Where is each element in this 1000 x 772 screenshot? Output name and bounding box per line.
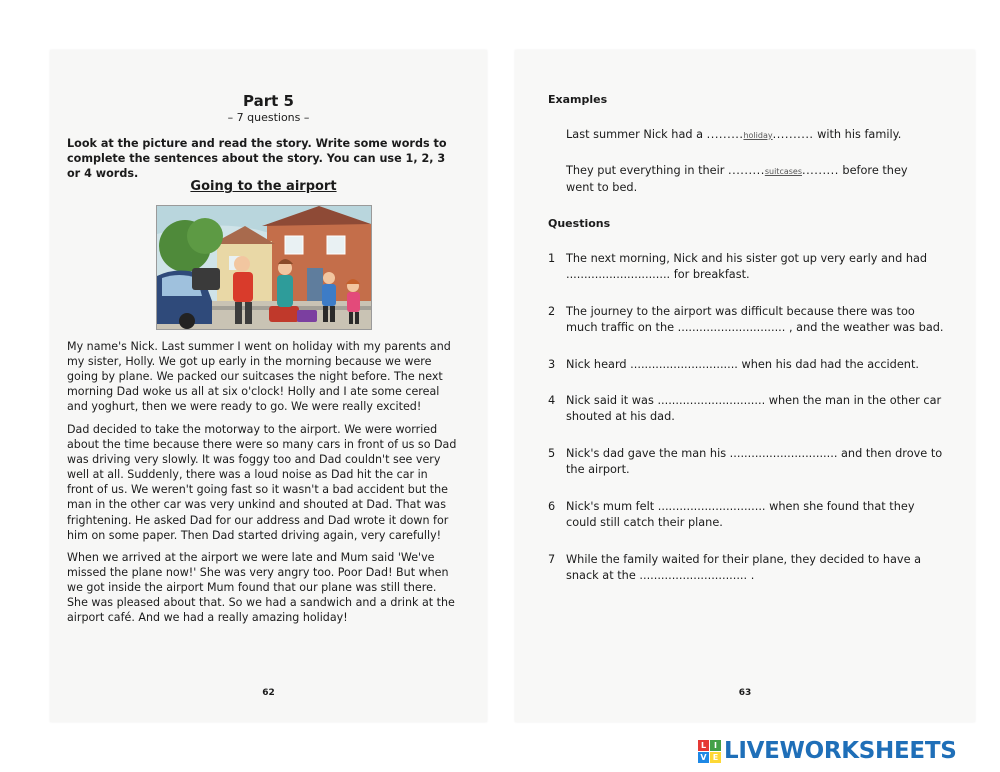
part-subtitle: – 7 questions –: [227, 111, 310, 124]
story-paragraph-3: When we arrived at the airport we were late and Mum said 'We've missed the plane now!' She was very angry too. Poor Dad! But when we got inside the airport Mum found that our plane was still there. She was pleased about that. So we had a sandwich and a drink at the airport café. And we had a really amazing holiday!: [67, 551, 455, 625]
example-2-answer: suitcases: [764, 167, 802, 176]
example-1-dots: .........: [706, 128, 744, 141]
question-text: The next morning, Nick and his sister got up very early and had ............................. for breakfast.: [566, 252, 928, 281]
example-1-after: with his family.: [813, 128, 902, 141]
example-1-dots-after: ..........: [772, 128, 814, 141]
logo-letter-v: V: [698, 752, 709, 763]
example-1-before: Last summer Nick had a: [566, 128, 707, 141]
question-number: 7: [548, 553, 556, 566]
instructions: Look at the picture and read the story. Write some words to complete the sentences about the story. You can use 1, 2, 3 or 4 words.: [67, 137, 447, 180]
example-2-dots-after: .........: [802, 164, 839, 177]
story-illustration: [156, 205, 372, 330]
logo-text: LIVEWORKSHEETS: [724, 738, 957, 764]
question-text: Nick heard .............................. when his dad had the accident.: [566, 358, 919, 371]
example-2-after: before they went to bed.: [566, 164, 908, 194]
story-paragraph-1: My name's Nick. Last summer I went on holiday with my parents and my sister, Holly. We got up early in the morning because we were going by plane. We packed our suitcases the night before. The next morning Dad woke us all at six o'clock! Holly and I ate some cereal and yoghurt, then we were ready to go. We were really excited!: [67, 340, 451, 414]
question-number: 5: [548, 447, 556, 460]
example-2-before: They put everything in their: [566, 164, 729, 177]
part-title: Part 5: [243, 92, 294, 110]
question-text: Nick's dad gave the man his .............................. and then drove to the airport.: [566, 447, 943, 476]
page-number-left: 62: [262, 688, 275, 698]
logo-letter-l: L: [698, 740, 709, 751]
question-number: 6: [548, 500, 556, 513]
question-number: 4: [548, 394, 556, 407]
question-number: 1: [548, 252, 556, 265]
story-title: Going to the airport: [190, 179, 337, 194]
left-page: [50, 50, 487, 722]
question-text: The journey to the airport was difficult because there was too much traffic on the .............................. , and the weather was bad.: [566, 305, 944, 334]
example-1: [566, 127, 926, 144]
right-page: [515, 50, 975, 722]
logo-letter-e: E: [710, 752, 721, 763]
question-number: 2: [548, 305, 556, 318]
example-1-answer: holiday: [743, 131, 773, 140]
logo-letter-i: I: [710, 740, 721, 751]
questions-label: Questions: [548, 217, 611, 230]
question-number: 3: [548, 358, 556, 371]
example-2: [566, 163, 926, 196]
question-text: Nick said it was .............................. when the man in the other car shouted at his dad.: [566, 394, 942, 423]
page-number-right: 63: [738, 688, 752, 698]
liveworksheets-logo: [698, 738, 956, 764]
question-text: While the family waited for their plane, they decided to have a snack at the .............................. .: [566, 553, 922, 582]
example-2-dots: .........: [728, 164, 765, 177]
question-text: Nick's mum felt .............................. when she found that they could still catch their plane.: [566, 500, 915, 529]
story-paragraph-2: Dad decided to take the motorway to the airport. We were worried about the time because there were so many cars in front of us so Dad was driving very slowly. It was foggy too and Dad couldn't see very well at all. Suddenly, there was a loud noise as Dad hit the car in front of us. We weren't going fast so it wasn't a bad accident but the man in the other car was very unkind and shouted at Dad. That was frightening. He asked Dad for our address and Dad wrote it down for him on some paper. Then Dad started driving again, very carefully!: [67, 423, 457, 542]
examples-label: Examples: [548, 93, 608, 106]
logo-grid-icon: [698, 740, 721, 763]
